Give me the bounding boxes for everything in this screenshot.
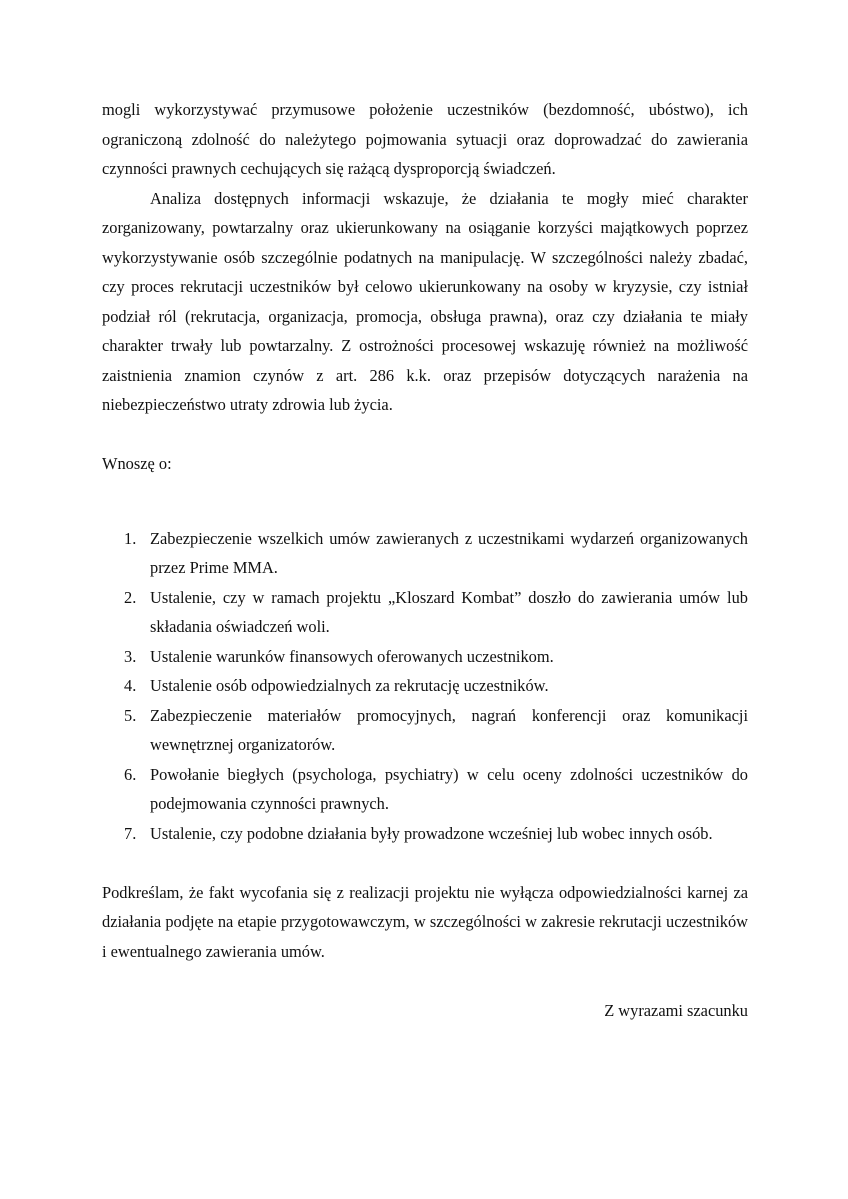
motion-item (102, 701, 748, 760)
motion-number: 6. (124, 764, 137, 784)
motion-number: 2. (124, 587, 137, 607)
motion-number: 7. (124, 823, 137, 843)
closing-salutation: Z wyrazami szacunku (604, 1000, 748, 1020)
motion-text: Zabezpieczenie wszelkich umów zawieranych z uczestnikami wydarzeń organizowanych przez Prime MMA. (150, 528, 748, 577)
motion-text: Zabezpieczenie materiałów promocyjnych, nagrań konferencji oraz komunikacji wewnętrznej organizatorów. (150, 705, 748, 754)
motion-item (102, 819, 748, 849)
motion-item (102, 671, 748, 701)
motion-text: Ustalenie, czy w ramach projektu „Kloszard Kombat” doszło do zawierania umów lub składania oświadczeń woli. (150, 587, 748, 636)
motion-text: Ustalenie osób odpowiedzialnych za rekrutację uczestników. (150, 676, 549, 695)
motion-number: 1. (124, 528, 137, 548)
motion-text: Powołanie biegłych (psychologa, psychiatry) w celu oceny zdolności uczestników do podejmowania czynności prawnych. (150, 764, 748, 813)
paragraph-continuation: mogli wykorzystywać przymusowe położenie uczestników (bezdomność, ubóstwo), ich ograniczoną zdolność do należytego pojmowania sytuacji oraz doprowadzać do zawierania czynności prawnych cechujących się rażącą dysproporcją świadczeń. (102, 100, 748, 178)
motion-text: Ustalenie warunków finansowych oferowanych uczestnikom. (150, 646, 554, 666)
motion-text: Ustalenie, czy podobne działania były prowadzone wcześniej lub wobec innych osób. (150, 823, 713, 843)
motion-item (102, 642, 748, 672)
motion-number: 3. (124, 646, 137, 666)
paragraph-analysis: Analiza dostępnych informacji wskazuje, że działania te mogły mieć charakter zorganizowany, powtarzalny oraz ukierunkowany na osiąganie korzyści majątkowych poprzez wykorzystywanie osób szczególnie podatnych na manipulację. W szczególności należy zbadać, czy proces rekrutacji uczestników był celowo ukierunkowany na osoby w kryzysie, czy istniał podział ról (rekrutacja, organizacja, promocja, obsługa prawna), oraz czy działania te miały charakter trwały lub powtarzalny. Z ostrożności procesowej wskazuję również na możliwość zaistnienia znamion czynów z art. 286 k.k. oraz przepisów dotyczących narażenia na niebezpieczeństwo utraty zdrowia lub życia. (102, 188, 748, 414)
motions-list (102, 524, 748, 849)
motion-number: 4. (124, 676, 137, 695)
motion-item (102, 524, 748, 583)
motions-label: Wnoszę o: (102, 454, 172, 473)
motion-item (102, 760, 748, 819)
document-body (102, 95, 748, 1025)
motion-number: 5. (124, 705, 137, 725)
paragraph-emphasis: Podkreślam, że fakt wycofania się z realizacji projektu nie wyłącza odpowiedzialności karnej za działania podjęte na etapie przygotowawczym, w szczególności w zakresie rekrutacji uczestników i ewentualnego zawierania umów. (102, 882, 748, 961)
motion-item (102, 583, 748, 642)
